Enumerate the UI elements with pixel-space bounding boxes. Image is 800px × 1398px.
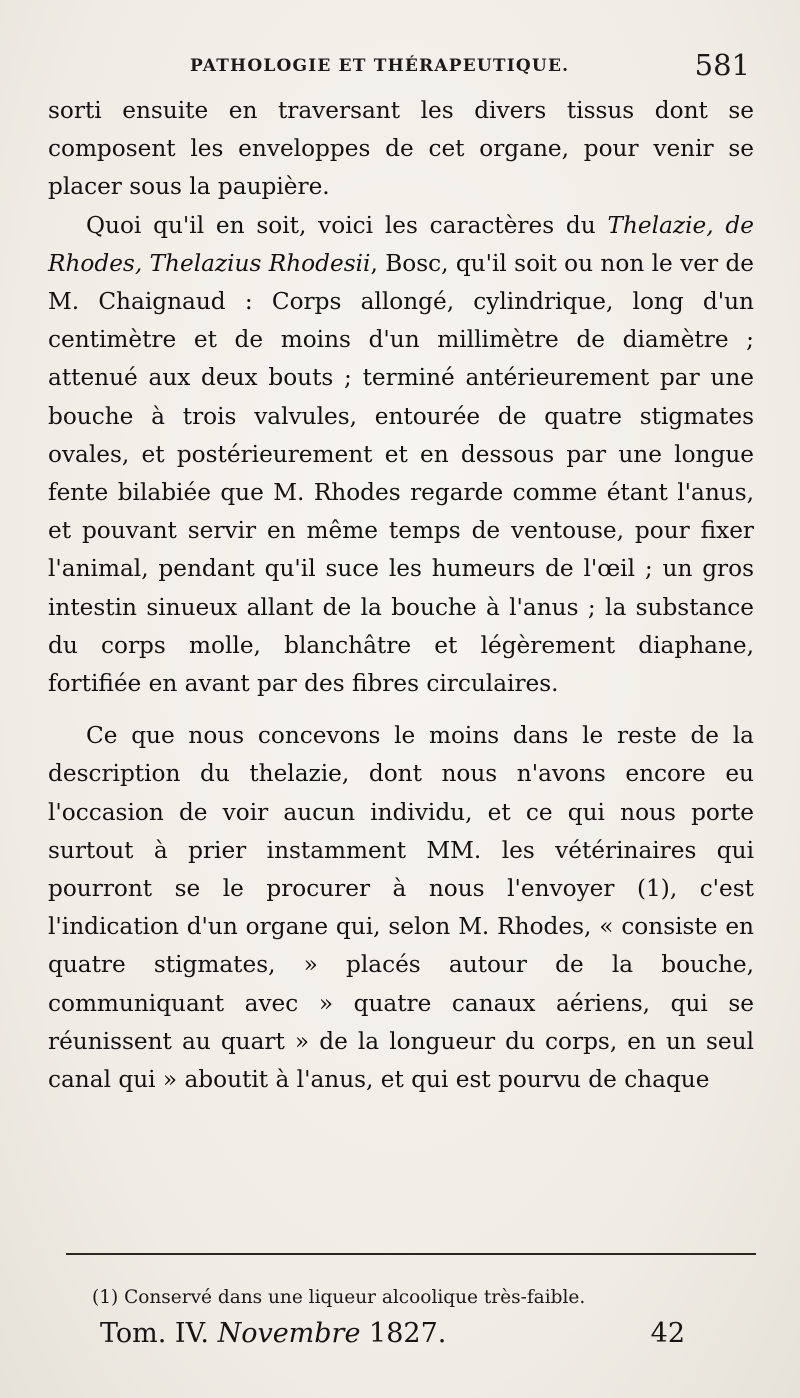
paragraph-3-text: Ce que nous concevons le moins dans le reste de la description du thelazie, dont nous n'avons encore eu l'occasion de voir aucun individu, et ce qui nous porte surtout à prier instamment MM. les vétérinaires qui pourront se le procurer à nous l'envoyer (1), c'est l'indication d'un organe qui, selon M. Rhodes, « consiste en quatre stigmates, » placés autour de la bouche, communiquant avec » quatre canaux aériens, qui se réunissent au quart » de la longueur du corps, en un seul canal qui » aboutit à l'anus, et qui est pourvu de chaque [48, 722, 754, 1094]
species-name: Thelazie, de Rhodes, Thelazius Rhodesii [48, 211, 754, 277]
running-head-title: PATHOLOGIE ET THÉRAPEUTIQUE. [190, 56, 570, 76]
paragraph-1-text: sorti ensuite en traversant les divers tissus dont se composent les enveloppes de cet organe, pour venir se placer sous la paupière. [48, 97, 754, 201]
body-text [48, 92, 754, 1099]
paragraph-1 [48, 92, 754, 207]
footnote: (1) Conservé dans une liqueur alcoolique très-faible. [92, 1287, 586, 1308]
page-number: 581 [694, 48, 750, 82]
signature-prefix: Tom. IV. [100, 1318, 209, 1349]
paragraph-2-text-b: , Bosc, qu'il soit ou non le ver de M. Chaignaud : Corps allongé, cylindrique, long d'un centimètre et de moins d'un millimètre de diamètre ; attenué aux deux bouts ; terminé antérieurement par une bouche à trois valvules, entourée de quatre stigmates ovales, et postérieurement et en dessous par une longue fente bilabiée que M. Rhodes regarde comme étant l'anus, et pouvant servir en même temps de ventouse, pour fixer l'animal, pendant qu'il suce les humeurs de l'œil ; un gros intestin sinueux allant de la bouche à l'anus ; la substance du corps molle, blanchâtre et légèrement diaphane, fortifiée en avant par des fibres circulaires. [48, 249, 755, 698]
signature-mark [100, 1318, 446, 1349]
signature-month: Novembre [217, 1318, 361, 1349]
paragraph-3 [48, 717, 754, 1099]
signature-year: 1827. [369, 1318, 447, 1349]
signature-line [100, 1318, 685, 1362]
paragraph-2 [48, 207, 754, 704]
running-head [190, 44, 750, 84]
paragraph-2-text-a: Quoi qu'il en soit, voici les caractères du [86, 211, 608, 239]
footnote-rule [66, 1253, 756, 1255]
signature-number: 42 [650, 1318, 685, 1349]
